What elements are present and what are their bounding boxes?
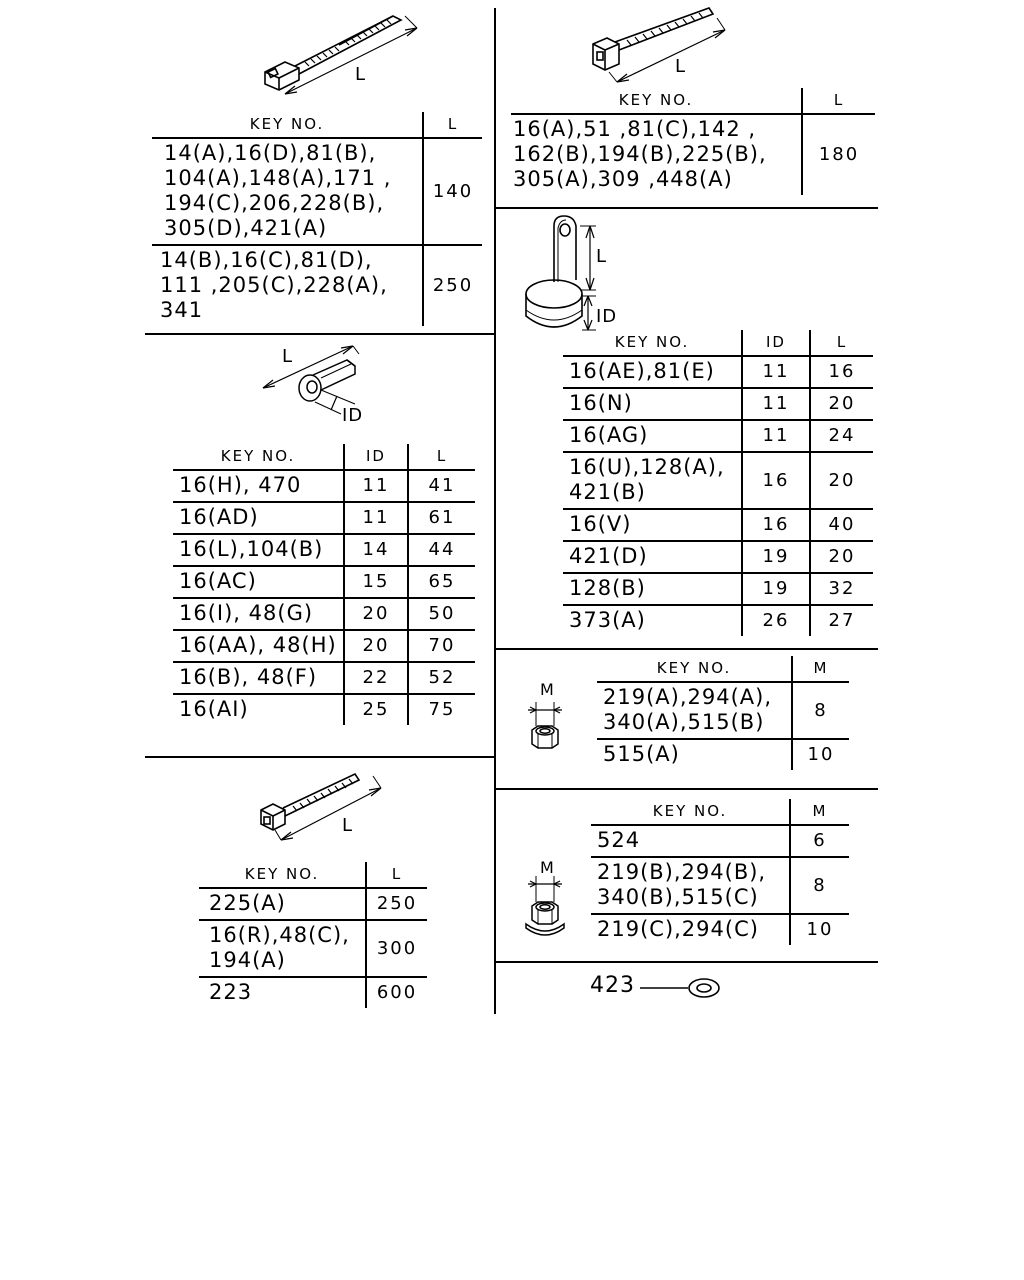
cable-tie-b-dim-label: L <box>675 56 687 77</box>
table-row <box>563 420 873 452</box>
table-row <box>563 605 873 636</box>
l-cell: 52 <box>408 662 475 694</box>
key-cell: 219(A),294(A), 340(A),515(B) <box>597 682 792 739</box>
l-cell: 40 <box>810 509 873 541</box>
clamp-d-dim-label-id: ID <box>596 306 618 327</box>
key-cell: 219(B),294(B), 340(B),515(C) <box>591 857 790 914</box>
cable-tie-f-dim-label: L <box>342 815 354 836</box>
cable-tie-a-table <box>152 112 482 326</box>
cable-tie-f-drawing <box>255 768 395 848</box>
key-cell: 16(AG) <box>563 420 742 452</box>
key-cell: 16(AD) <box>173 502 344 534</box>
id-cell: 19 <box>742 573 810 605</box>
table-row <box>199 888 427 920</box>
key-cell: 16(L),104(B) <box>173 534 344 566</box>
cable-tie-f-table <box>199 862 427 1008</box>
key-cell: 16(A),51 ,81(C),142 , 162(B),194(B),225(B), 305(A),309 ,448(A) <box>513 117 767 191</box>
key-cell: 16(I), 48(G) <box>173 598 344 630</box>
l-cell: 300 <box>366 920 427 977</box>
l-cell: 24 <box>810 420 873 452</box>
id-cell: 26 <box>742 605 810 636</box>
table-row <box>563 388 873 420</box>
id-cell: 11 <box>344 502 408 534</box>
header-l: L <box>810 330 873 356</box>
table-row <box>591 857 849 914</box>
l-cell: 20 <box>810 541 873 573</box>
l-cell: 65 <box>408 566 475 598</box>
header-l: L <box>366 862 427 888</box>
header-m: M <box>790 799 849 825</box>
left-divider-1 <box>145 333 495 335</box>
header-l: L <box>408 444 475 470</box>
key-cell: 16(N) <box>563 388 742 420</box>
key-cell: 16(AI) <box>179 697 249 721</box>
table-row <box>152 138 482 245</box>
key-cell: 225(A) <box>199 888 366 920</box>
washer-key-label: 423 <box>590 973 635 998</box>
header-l: L <box>802 88 875 114</box>
key-cell: 128(B) <box>563 573 742 605</box>
nut-e-table <box>597 656 849 770</box>
id-cell: 19 <box>742 541 810 573</box>
header-id: ID <box>344 444 408 470</box>
nut-e-dim-label: M <box>540 680 555 699</box>
table-row <box>591 914 849 945</box>
key-cell: 421(D) <box>563 541 742 573</box>
right-divider-1 <box>495 207 878 209</box>
l-cell: 27 <box>810 605 873 636</box>
key-cell: 515(A) <box>603 742 680 766</box>
table-row <box>563 573 873 605</box>
cable-tie-b-table <box>511 88 875 195</box>
table-row <box>199 920 427 977</box>
clamp-d-table <box>563 330 873 636</box>
l-cell: 70 <box>408 630 475 662</box>
l-cell: 20 <box>810 452 873 509</box>
table-row <box>173 470 475 502</box>
table-row <box>199 977 427 1008</box>
m-cell: 6 <box>790 825 849 857</box>
m-cell: 10 <box>792 739 849 770</box>
id-cell: 11 <box>344 470 408 502</box>
right-divider-2 <box>495 648 878 650</box>
key-cell: 524 <box>591 825 790 857</box>
l-cell: 75 <box>408 694 475 725</box>
id-cell: 14 <box>344 534 408 566</box>
table-row <box>511 114 875 195</box>
l-cell: 600 <box>366 977 427 1008</box>
table-row <box>563 541 873 573</box>
key-cell: 16(AA), 48(H) <box>173 630 344 662</box>
clamp-d-dim-label-l: L <box>596 246 608 267</box>
table-row <box>591 825 849 857</box>
washer-drawing <box>640 976 724 1000</box>
table-row <box>563 452 873 509</box>
key-cell: 16(AE),81(E) <box>563 356 742 388</box>
l-cell: 50 <box>408 598 475 630</box>
header-key-no: KEY NO. <box>591 799 790 825</box>
l-cell: 250 <box>423 245 482 326</box>
key-cell: 14(A),16(D),81(B), 104(A),148(A),171 , 194(C),206,228(B), 305(D),421(A) <box>152 138 423 245</box>
cable-tie-a-dim-label: L <box>355 64 367 85</box>
l-cell: 250 <box>366 888 427 920</box>
l-cell: 41 <box>408 470 475 502</box>
key-cell: 373(A) <box>569 608 646 632</box>
l-cell: 61 <box>408 502 475 534</box>
center-divider <box>494 8 496 1014</box>
header-key-no: KEY NO. <box>173 444 344 470</box>
table-row <box>173 534 475 566</box>
right-divider-3 <box>495 788 878 790</box>
l-cell: 20 <box>810 388 873 420</box>
header-key-no: KEY NO. <box>152 112 423 138</box>
id-cell: 11 <box>742 356 810 388</box>
l-cell: 16 <box>810 356 873 388</box>
m-cell: 10 <box>790 914 849 945</box>
table-row <box>173 630 475 662</box>
key-cell: 223 <box>209 980 253 1004</box>
key-cell: 16(U),128(A), 421(B) <box>563 452 742 509</box>
right-divider-4 <box>495 961 878 963</box>
id-cell: 16 <box>742 509 810 541</box>
key-cell: 219(C),294(C) <box>597 917 759 941</box>
key-cell: 16(H), 470 <box>173 470 344 502</box>
header-m: M <box>792 656 849 682</box>
header-key-no: KEY NO. <box>597 656 792 682</box>
header-key-no: KEY NO. <box>511 88 802 114</box>
table-row <box>563 509 873 541</box>
id-cell: 16 <box>742 452 810 509</box>
table-row <box>597 739 849 770</box>
key-cell: 16(R),48(C), 194(A) <box>199 920 366 977</box>
id-cell: 11 <box>742 420 810 452</box>
key-cell: 16(V) <box>563 509 742 541</box>
key-cell: 16(B), 48(F) <box>173 662 344 694</box>
cable-tie-a-drawing <box>255 0 435 110</box>
table-row <box>173 566 475 598</box>
flange-nut-g-drawing <box>522 876 570 938</box>
id-cell: 15 <box>344 566 408 598</box>
table-row <box>563 356 873 388</box>
clip-c-table <box>173 444 475 725</box>
l-cell: 180 <box>802 114 875 195</box>
table-row <box>173 502 475 534</box>
m-cell: 8 <box>792 682 849 739</box>
key-cell: 14(B),16(C),81(D), 111 ,205(C),228(A), 341 <box>160 248 388 322</box>
table-row <box>173 694 475 725</box>
left-divider-2 <box>145 756 495 758</box>
header-l: L <box>423 112 482 138</box>
flange-nut-g-table <box>591 799 849 945</box>
l-cell: 32 <box>810 573 873 605</box>
key-cell: 16(AC) <box>173 566 344 598</box>
table-row <box>173 598 475 630</box>
header-id: ID <box>742 330 810 356</box>
table-row <box>173 662 475 694</box>
id-cell: 25 <box>344 694 408 725</box>
header-key-no: KEY NO. <box>199 862 366 888</box>
table-row <box>597 682 849 739</box>
id-cell: 20 <box>344 630 408 662</box>
clip-c-dim-label-l: L <box>282 346 294 367</box>
cable-tie-b-drawing <box>585 0 735 90</box>
table-row <box>152 245 482 326</box>
m-cell: 8 <box>790 857 849 914</box>
flange-nut-g-dim-label: M <box>540 858 555 877</box>
clip-c-dim-label-id: ID <box>342 405 364 426</box>
id-cell: 20 <box>344 598 408 630</box>
nut-e-drawing <box>524 700 568 756</box>
l-cell: 44 <box>408 534 475 566</box>
header-key-no: KEY NO. <box>563 330 742 356</box>
id-cell: 22 <box>344 662 408 694</box>
id-cell: 11 <box>742 388 810 420</box>
l-cell: 140 <box>423 138 482 245</box>
